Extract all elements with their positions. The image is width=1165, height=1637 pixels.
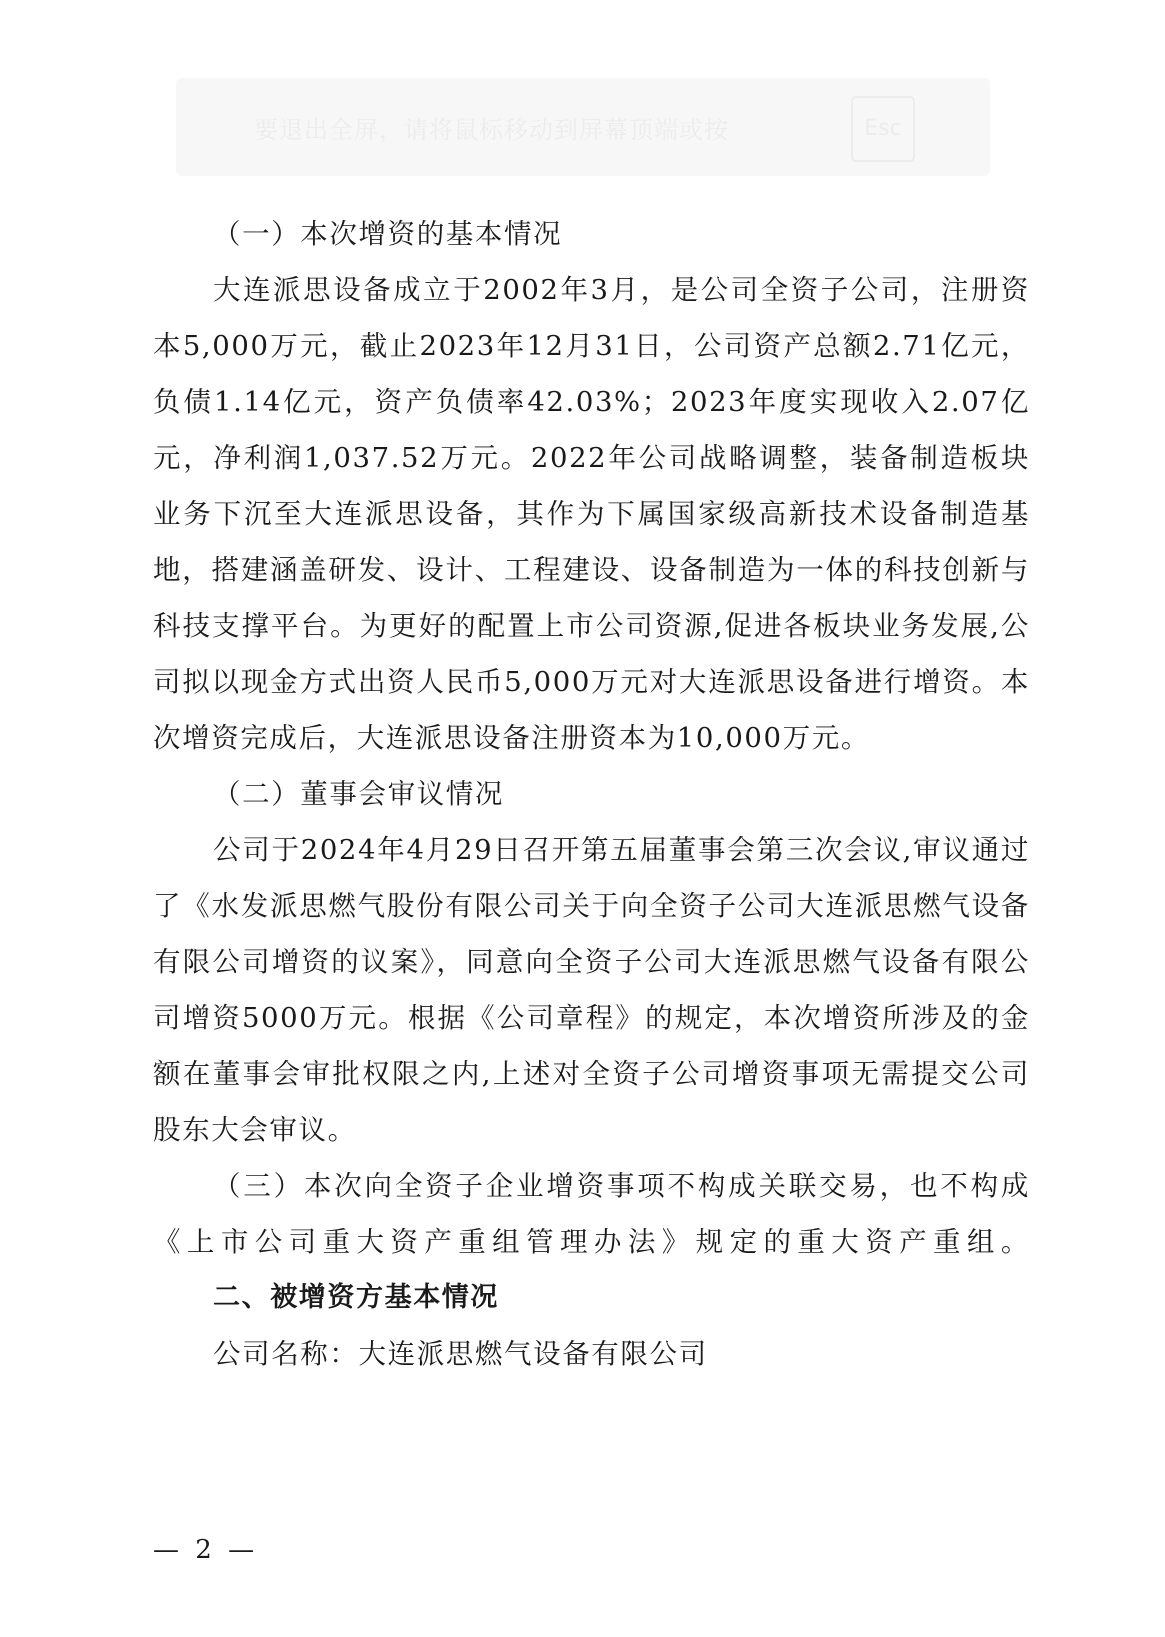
section-3-paragraph: （三）本次向全资子企业增资事项不构成关联交易，也不构成《上市公司重大资产重组管理办法》规定的重大资产重组。 [153,1170,1030,1258]
esc-key-badge[interactable]: Esc [851,96,915,162]
section-2-heading: （二）董事会审议情况 [213,778,504,810]
section-1-paragraph: 大连派思设备成立于2002年3月，是公司全资子公司，注册资本5,000万元，截止2023年12月31日，公司资产总额2.71亿元，负债1.14亿元，资产负债率42.03%；2023年度实现收入2.07亿元，净利润1,037.52万元。2022年公司战略调整，装备制造板块业务下沉至大连派思设备，其作为下属国家级高新技术设备制造基地，搭建涵盖研发、设计、工程建设、设备制造为一体的科技创新与科技支撑平台。为更好的配置上市公司资源,促进各板块业务发展,公司拟以现金方式出资人民币5,000万元对大连派思设备进行增资。本次增资完成后，大连派思设备注册资本为10,000万元。 [153,274,1030,754]
fullscreen-exit-hint: 要退出全屏，请将鼠标移动到屏幕顶端或按 [254,116,729,144]
section-2-paragraph: 公司于2024年4月29日召开第五届董事会第三次会议,审议通过了《水发派思燃气股份有限公司关于向全资子公司大连派思燃气设备有限公司增资的议案》，同意向全资子公司大连派思燃气设备有限公司增资5000万元。根据《公司章程》的规定，本次增资所涉及的金额在董事会审批权限之内,上述对全资子公司增资事项无需提交公司股东大会审议。 [153,834,1030,1146]
part-2-heading: 二、被增资方基本情况 [213,1282,499,1313]
document-body [153,206,1030,1382]
company-name-line: 公司名称：大连派思燃气设备有限公司 [213,1338,708,1370]
section-1-heading: （一）本次增资的基本情况 [213,218,563,250]
fullscreen-exit-banner [176,78,990,176]
page-number: — 2 — [153,1535,259,1565]
